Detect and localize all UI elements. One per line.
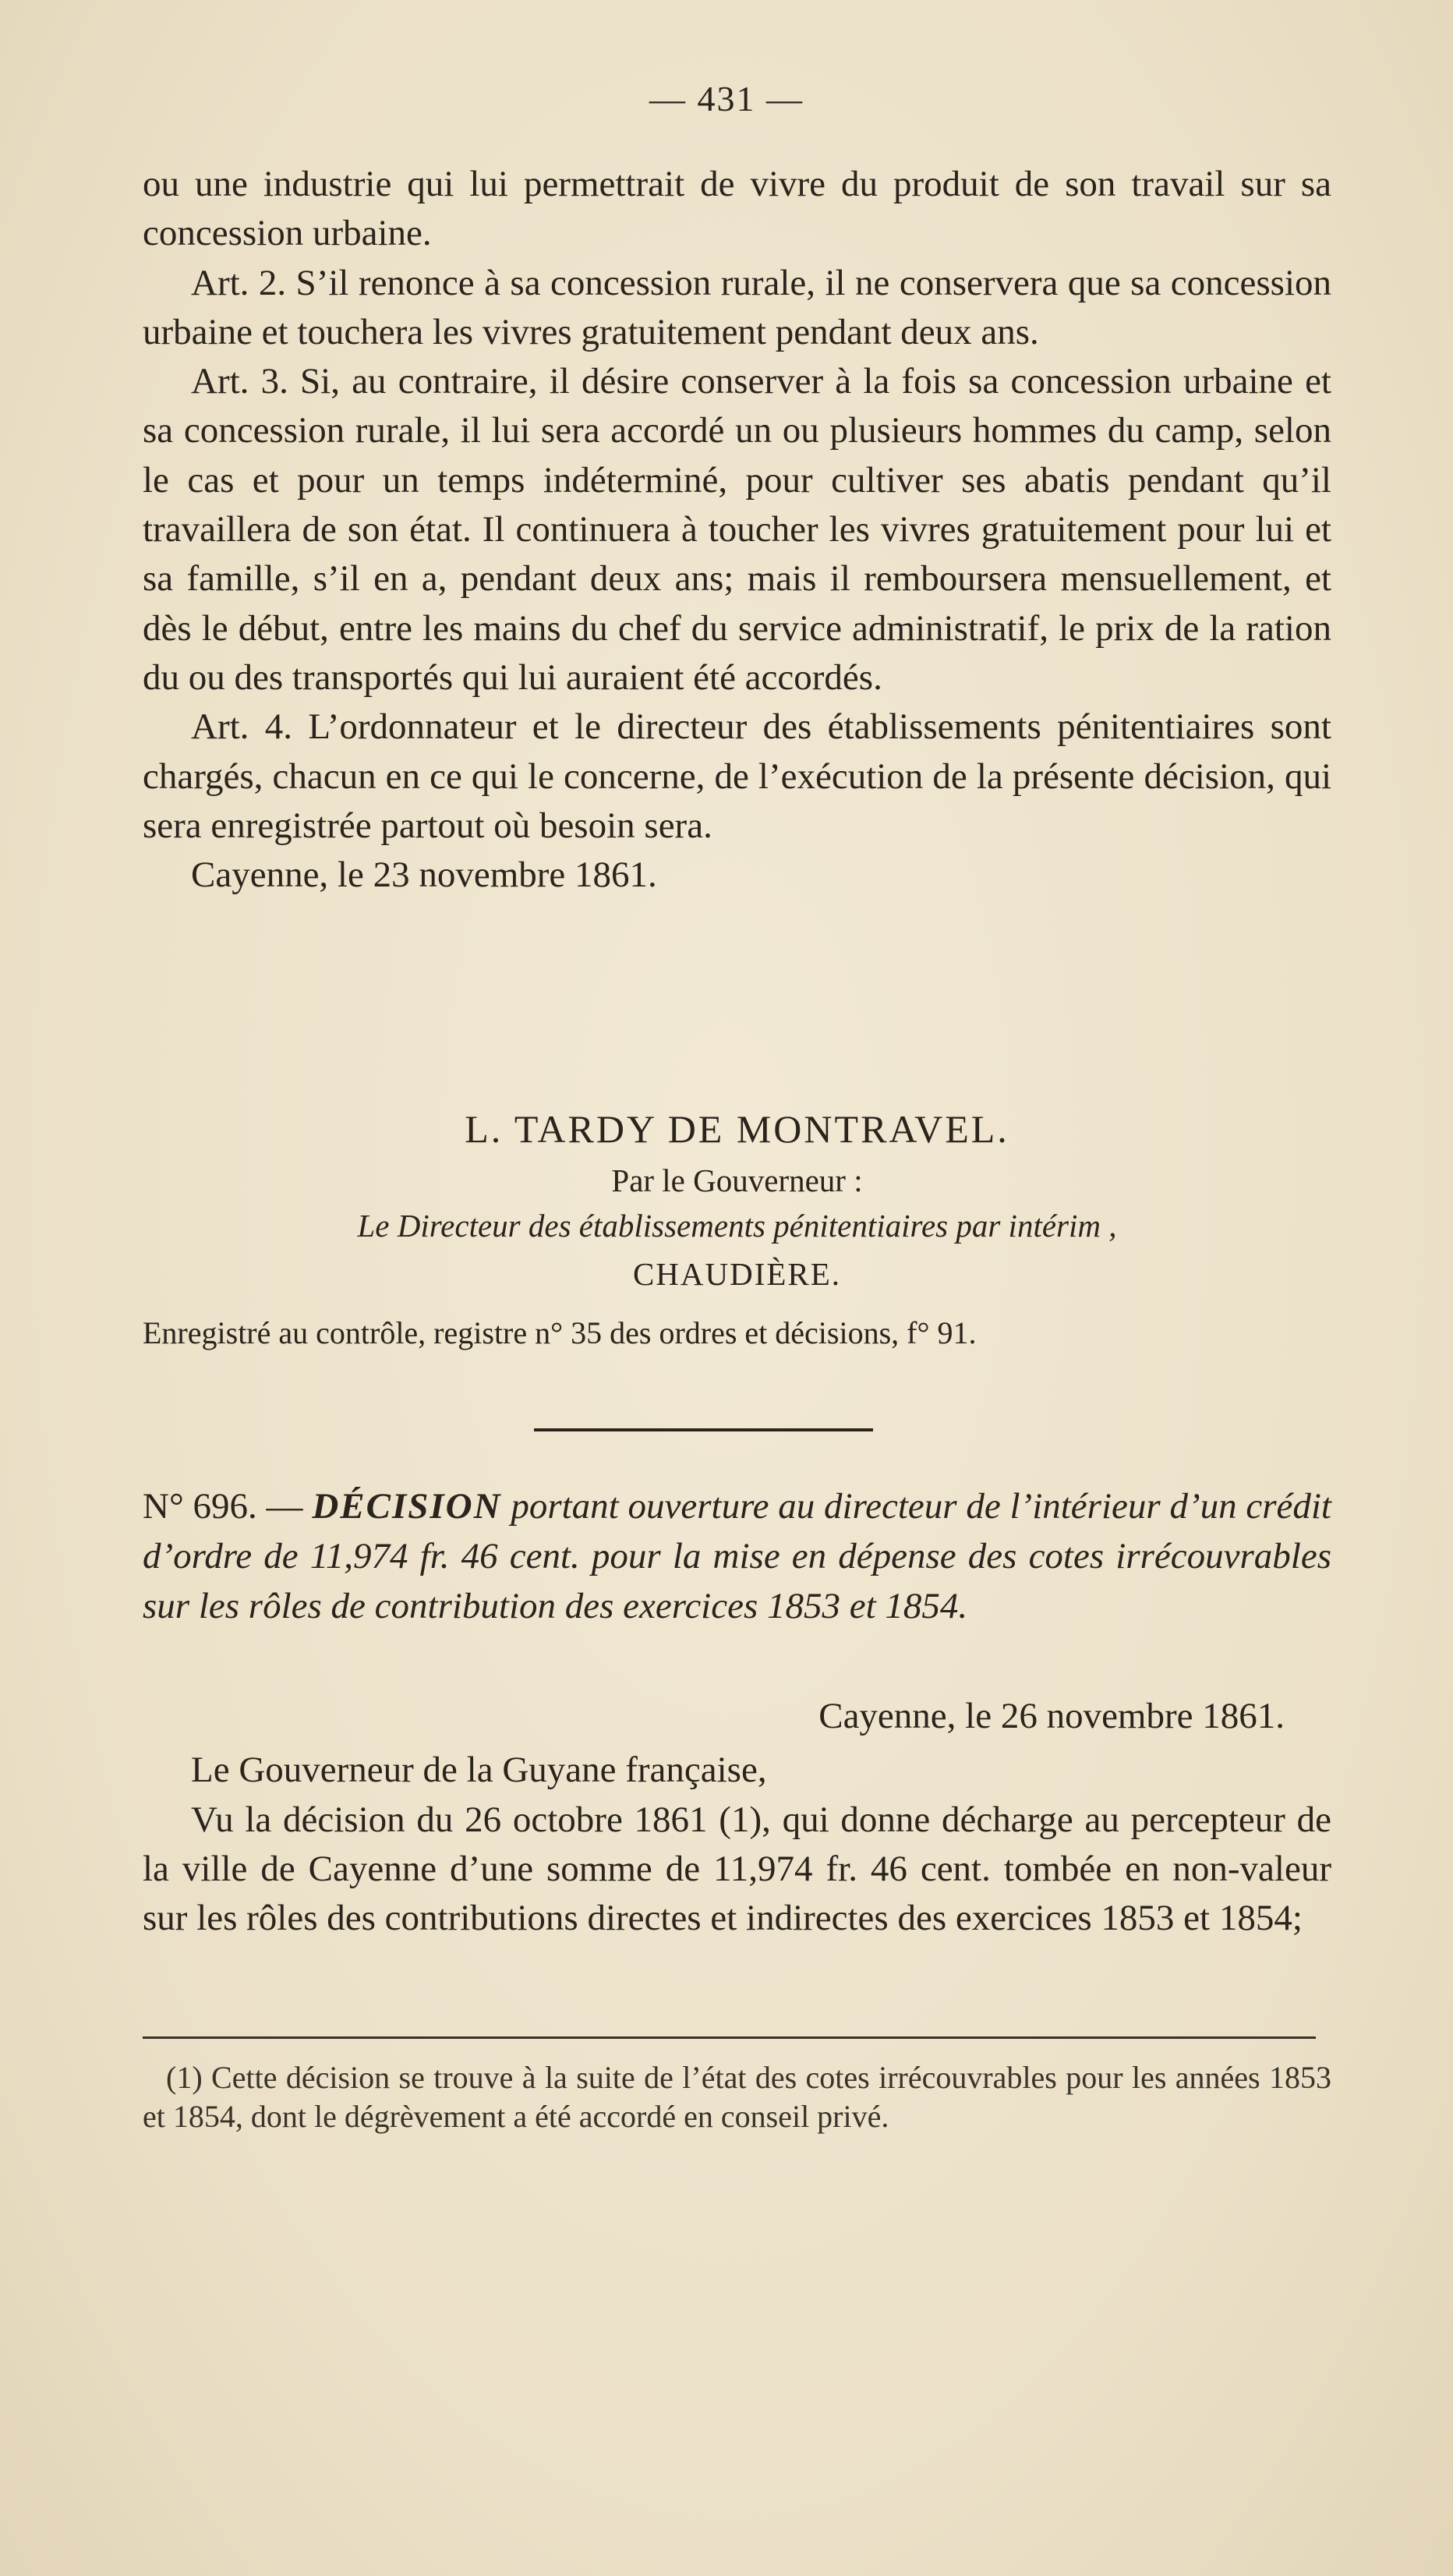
vu-paragraph: Vu la décision du 26 octobre 1861 (1), qui donne décharge au percepteur de la ville de Cayenne d’une somme de 11,974 fr. 46 cent. tombée en non-valeur sur les rôles des contributions directes et indirectes des exercices 1853 et 1854; (143, 1799, 1331, 1939)
article-3: Art. 3. Si, au contraire, il désire conserver à la fois sa concession urbaine et sa concession rurale, il lui sera accordé un ou plusieurs hommes du camp, selon le cas et pour un temps indéterminé, pour cultiver ses abatis pendant qu’il travaillera de son état. Il continuera à toucher les vivres gratuitement pour lui et sa famille, s’il en a, pendant deux ans; mais il remboursera mensuellement, et dès le début, entre les mains du chef du service administratif, le prix de la ration du ou des transportés qui lui auraient été accordés. (143, 361, 1331, 698)
decision-body (143, 1692, 1331, 1943)
gouverneur-line: Le Gouverneur de la Guyane française, (191, 1750, 767, 1791)
article-2: Art. 2. S’il renonce à sa concession rurale, il ne conservera que sa concession urbaine et touchera les vivres gratuitement pendant deux ans. (143, 262, 1331, 352)
footnote: (1) Cette décision se trouve à la suite de l’état des cotes irrécouvrables pour les années 1853 et 1854, dont le dégrèvement a été accordé en conseil privé. (143, 2060, 1331, 2134)
decision-title-paragraph (143, 1481, 1331, 1631)
signatory-name: L. TARDY DE MONTRAVEL. (465, 1107, 1009, 1151)
decision-heading (143, 1481, 1331, 1631)
decision-number: N° 696. (143, 1486, 257, 1527)
article-4: Art. 4. L’ordonnateur et le directeur des établissements pénitentiaires sont chargés, chacun en ce qui le concerne, de l’exécution de la présente décision, qui sera enregistrée partout où besoin sera. (143, 706, 1331, 846)
section-divider (534, 1428, 873, 1431)
chaudiere-name: CHAUDIÈRE. (632, 1256, 842, 1292)
continuation-paragraph: ou une industrie qui lui permettrait de vivre du produit de son travail sur sa concession urbaine. (143, 164, 1331, 254)
text-block-1 (143, 160, 1331, 900)
page-number: — 431 — (649, 79, 804, 119)
place-date-1: Cayenne, le 23 novembre 1861. (191, 855, 657, 896)
decision-title: portant ouverture au directeur de l’intérieur d’un crédit d’ordre de 11,974 fr. 46 cent. pour la mise en dépense des cotes irrécouvrables sur les rôles de contribution des exercices 1853 et 1854. (143, 1486, 1331, 1626)
footnote-block (143, 2058, 1331, 2136)
enregistre-line: Enregistré au contrôle, registre n° 35 des ordres et décisions, f° 91. (143, 1315, 977, 1350)
decision-word: DÉCISION (312, 1486, 502, 1527)
directeur-line: Le Directeur des établissements pénitentiaires par intérim , (357, 1208, 1117, 1244)
decision-dash: — (256, 1486, 313, 1527)
footnote-rule (143, 2036, 1316, 2039)
signature-block (143, 1103, 1331, 1356)
place-date-2: Cayenne, le 26 novembre 1861. (818, 1696, 1285, 1736)
par-le-gouverneur: Par le Gouverneur : (611, 1162, 863, 1198)
